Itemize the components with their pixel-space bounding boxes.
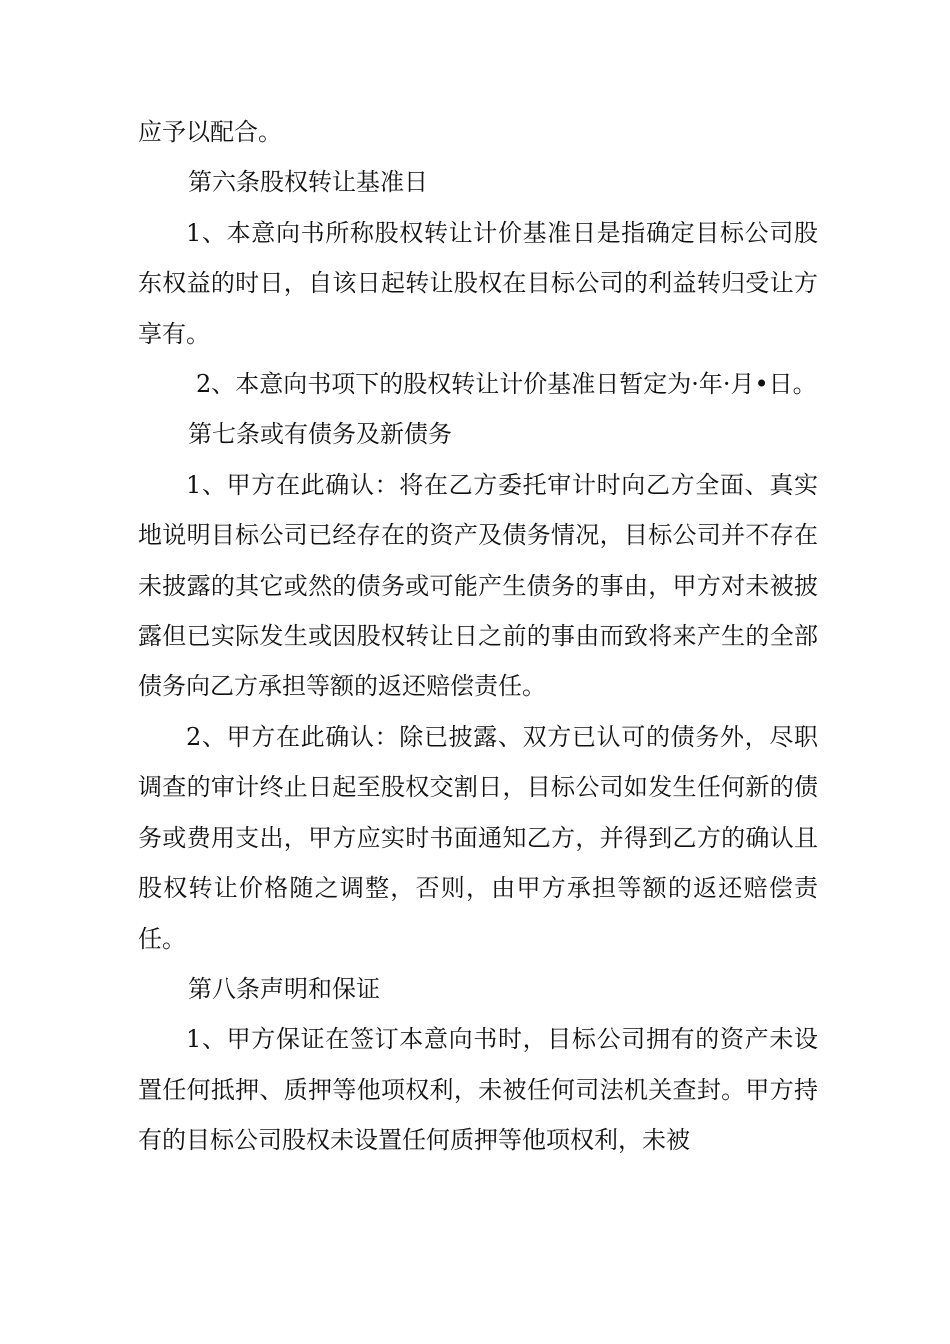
article-6-heading: 第六条股权转让基准日 bbox=[188, 168, 428, 197]
document-body bbox=[138, 107, 818, 1166]
article-7-clause-2: 2、甲方在此确认：除已披露、双方已认可的债务外，尽职调查的审计终止日起至股权交割日，目标公司如发生任何新的债务或费用支出，甲方应实时书面通知乙方，并得到乙方的确认且股权转让价格随之调整，否则，由甲方承担等额的返还赔偿责任。 bbox=[138, 722, 818, 953]
article-8-clause-1: 1、甲方保证在签订本意向书时，目标公司拥有的资产未设置任何抵押、质押等他项权利，未被任何司法机关查封。甲方持有的目标公司股权未设置任何质押等他项权利，未被 bbox=[138, 1025, 818, 1155]
article-8-heading: 第八条声明和保证 bbox=[188, 974, 380, 1003]
article-7-heading: 第七条或有债务及新债务 bbox=[188, 420, 452, 449]
article-6-clause-1: 1、本意向书所称股权转让计价基准日是指确定目标公司股东权益的时日，自该日起转让股权在目标公司的利益转归受让方享有。 bbox=[138, 218, 818, 348]
article-6-clause-2: 2、本意向书项下的股权转让计价基准日暂定为·年·月•日。 bbox=[196, 370, 817, 399]
article-7-clause-1: 1、甲方在此确认：将在乙方委托审计时向乙方全面、真实地说明目标公司已经存在的资产及债务情况，目标公司并不存在未披露的其它或然的债务或可能产生债务的事由，甲方对未被披露但已实际发生或因股权转让日之前的事由而致将来产生的全部债务向乙方承担等额的返还赔偿责任。 bbox=[138, 470, 818, 701]
paragraph-continuation: 应予以配合。 bbox=[138, 118, 282, 146]
